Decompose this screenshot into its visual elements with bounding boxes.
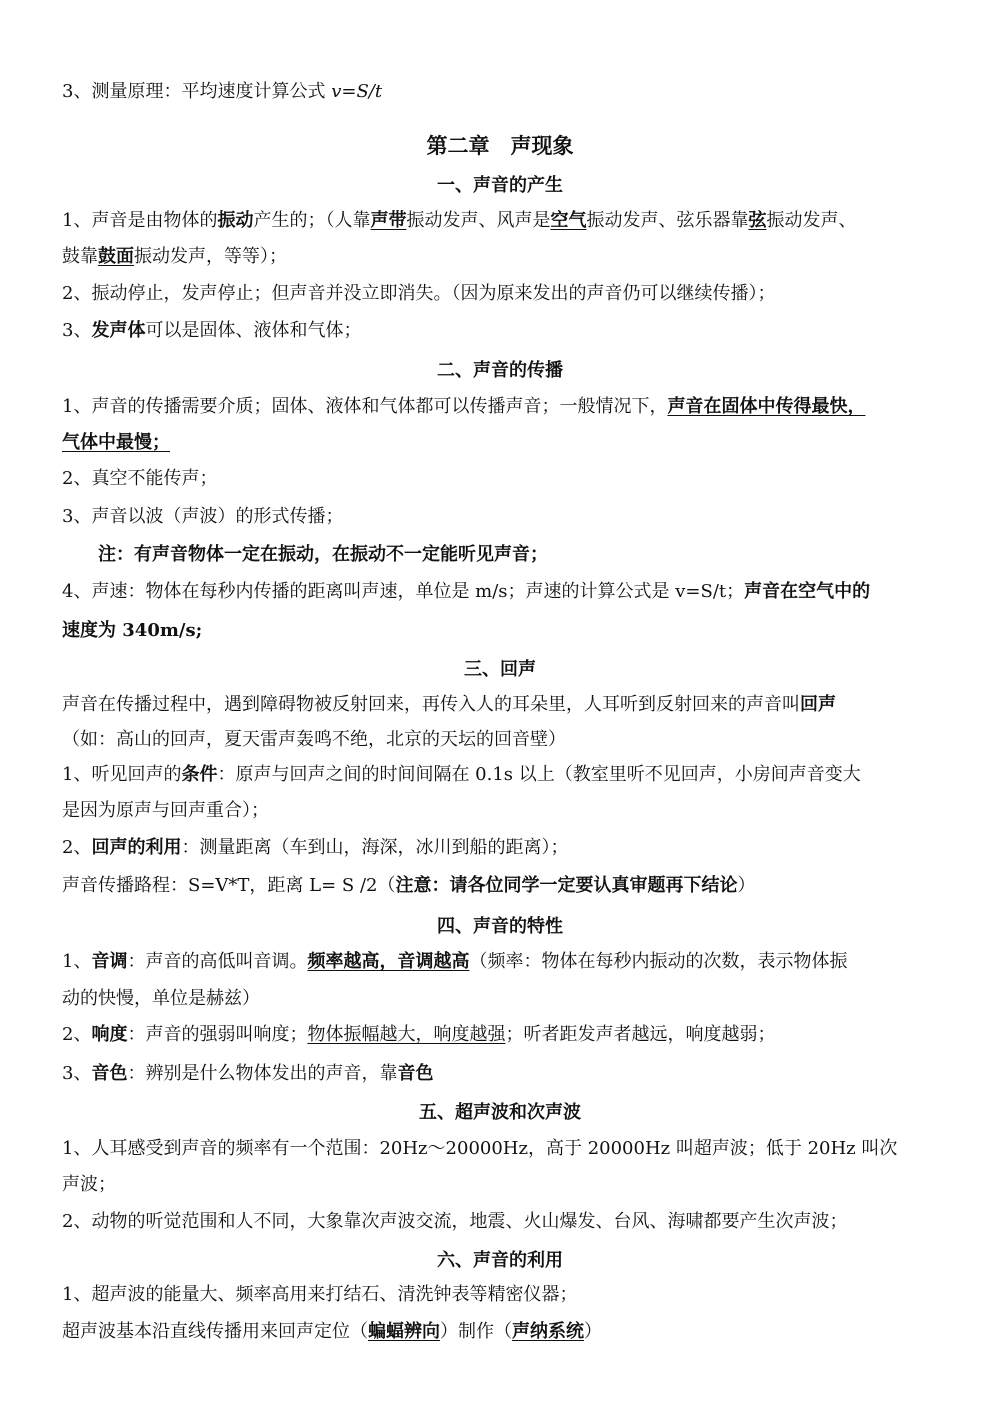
paragraph: 声音传播路程：S=V*T，距离 L= S /2（注意：请各位同学一定要认真审题再下结论）: [62, 875, 756, 896]
paragraph: 1、声音是由物体的振动产生的；（人靠声带振动发声、风声是空气振动发声、弦乐器靠弦振动发声、: [62, 210, 857, 231]
paragraph: 2、响度：声音的强弱叫响度；物体振幅越大，响度越强；听者距发声者越远，响度越弱；: [62, 1024, 776, 1045]
paragraph: 声波；: [62, 1174, 116, 1195]
paragraph: 3、音色：辨别是什么物体发出的声音，靠音色: [62, 1063, 434, 1084]
paragraph: （如：高山的回声，夏天雷声轰鸣不绝，北京的天坛的回音壁）: [62, 729, 566, 750]
section-title: 五、超声波和次声波: [419, 1102, 581, 1123]
paragraph: 速度为 340m/s;: [62, 620, 203, 641]
paragraph: 是因为原声与回声重合）；: [62, 800, 269, 821]
paragraph: 3、声音以波（声波）的形式传播；: [62, 506, 344, 527]
section-title: 三、回声: [464, 659, 536, 680]
paragraph: 1、超声波的能量大、频率高用来打结石、清洗钟表等精密仪器；: [62, 1284, 578, 1305]
formula: v=S/t: [331, 81, 383, 102]
paragraph: 动的快慢，单位是赫兹）: [62, 988, 260, 1009]
paragraph: 1、听见回声的条件：原声与回声之间的时间间隔在 0.1s 以上（教室里听不见回声，小房间声音变大: [62, 764, 861, 785]
section-title: 四、声音的特性: [437, 916, 563, 937]
paragraph: 声音在传播过程中，遇到障碍物被反射回来，再传入人的耳朵里，人耳听到反射回来的声音叫回声: [62, 694, 836, 715]
text: 3、测量原理：平均速度计算公式: [62, 81, 332, 102]
paragraph: 1、音调：声音的高低叫音调。频率越高，音调越高（频率：物体在每秒内振动的次数，表示物体振: [62, 951, 848, 972]
paragraph: [62, 80, 958, 104]
section-title: 二、声音的传播: [437, 360, 563, 381]
section-title: 一、声音的产生: [437, 175, 563, 196]
chapter-title: 第二章 声现象: [426, 133, 574, 158]
paragraph: 2、回声的利用：测量距离（车到山，海深，冰川到船的距离）；: [62, 837, 569, 858]
note: 注：有声音物体一定在振动，在振动不一定能听见声音；: [98, 544, 548, 565]
paragraph: 1、人耳感受到声音的频率有一个范围：20Hz～20000Hz，高于 20000Hz 叫超声波；低于 20Hz 叫次: [62, 1138, 898, 1159]
paragraph: 2、动物的听觉范围和人不同，大象靠次声波交流，地震、火山爆发、台风、海啸都要产生次声波；: [62, 1211, 848, 1232]
paragraph: 气体中最慢；: [62, 432, 170, 453]
paragraph: 2、真空不能传声；: [62, 468, 218, 489]
section-title: 六、声音的利用: [437, 1250, 563, 1271]
paragraph: 3、发声体可以是固体、液体和气体；: [62, 320, 362, 341]
paragraph: 1、声音的传播需要介质；固体、液体和气体都可以传播声音；一般情况下，声音在固体中传得最快，: [62, 396, 866, 417]
paragraph: 鼓靠鼓面振动发声，等等）；: [62, 246, 287, 267]
paragraph: 超声波基本沿直线传播用来回声定位（蝙蝠辨向）制作（声纳系统）: [62, 1321, 602, 1342]
paragraph: 4、声速：物体在每秒内传播的距离叫声速，单位是 m/s；声速的计算公式是 v=S/t；声音在空气中的: [62, 581, 871, 602]
paragraph: 2、振动停止，发声停止；但声音并没立即消失。（因为原来发出的声音仍可以继续传播）；: [62, 283, 776, 304]
